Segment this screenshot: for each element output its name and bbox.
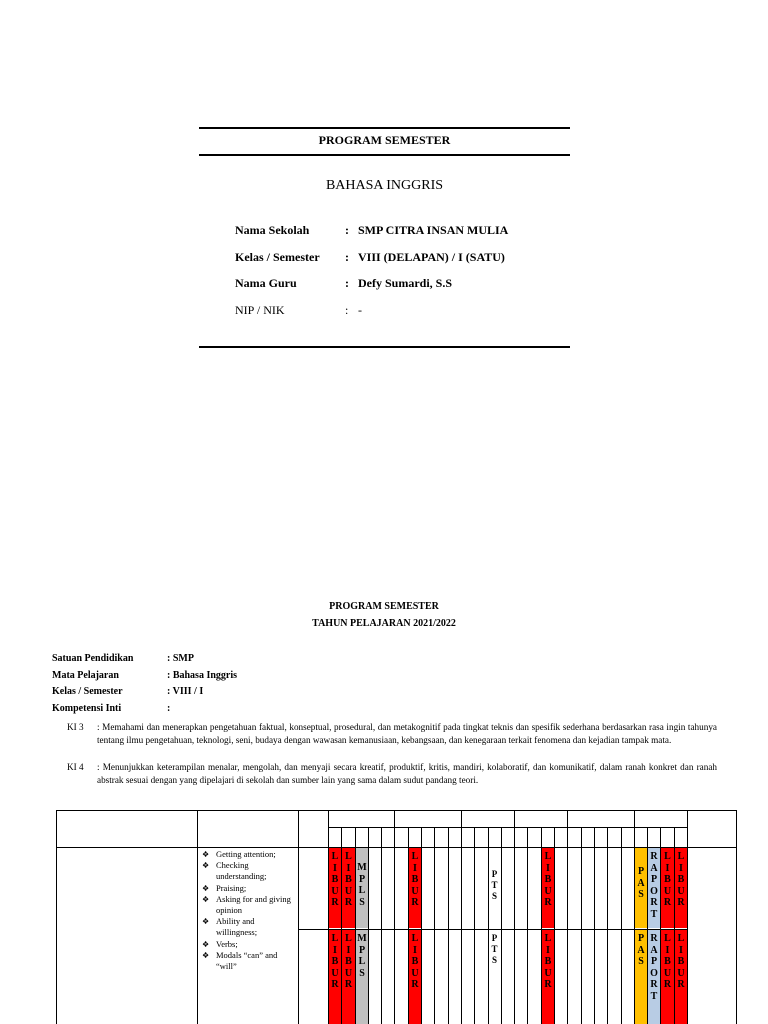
pts-letter: S [491,955,497,965]
info-label: Kelas / Semester [52,686,123,697]
bar-letter: U [544,967,552,979]
bar-letter: L [677,851,685,862]
cover-subject: BAHASA INGGRIS [325,178,444,193]
libur-bar [409,930,421,1024]
bar-letter: R [544,979,552,990]
table-line [736,810,737,1024]
bar-letter: I [413,862,417,874]
bar-letter: B [345,874,352,885]
libur-bar [675,848,687,928]
pts-label [488,933,501,966]
info-value: : Bahasa Inggris [167,670,238,681]
pts-letter: S [491,891,497,901]
table-line [514,827,515,1024]
libur-bar [329,848,341,928]
table-line [527,827,528,1024]
bar-letter: I [665,862,670,874]
bar-letter: U [331,967,339,979]
table-line [501,827,502,1024]
cover-title-rule [199,154,570,156]
bar-letter: L [411,933,419,944]
bar-letter: R [411,897,419,908]
table-line [461,827,462,1024]
bar-letter: P [637,866,645,877]
bar-letter: U [411,885,419,897]
bar-letter: L [544,933,552,944]
info-value: : VIII / I [167,686,204,697]
bar-letter: A [650,944,658,956]
bar-letter: I [413,944,417,956]
bar-letter: O [650,885,658,897]
cover-colon: : [345,303,349,317]
mpls-bar [356,848,368,928]
bar-letter: U [331,885,339,897]
ki4-text: : Menunjukkan keterampilan menalar, mengolah, dan menyaji secara kreatif, produktif, kritis, mandiri, kolaboratif, dan komunikatif, dalam ranah konkret dan ranah abstrak sesuai dengan yang dipelajari di sekolah dan sumber lain yang sama dalam sudut pandang teori. [97,762,717,785]
libur-bar [342,930,355,1024]
pts-label [488,869,501,902]
bar-letter: T [650,908,658,920]
bar-letter: R [650,851,658,862]
bar-letter: I [346,944,351,956]
bar-letter: S [638,956,644,967]
table-line [421,827,422,1024]
program-title: PROGRAM SEMESTER [329,601,439,612]
table-line [448,827,449,1024]
info-label: Kompetensi Inti [52,703,122,714]
cover-colon: : [345,223,349,237]
pts-letter: T [491,944,498,954]
bar-letter: A [637,944,645,956]
libur-bar [675,930,687,1024]
materi-item: ❖ Modals “can” and “will” [202,950,296,972]
bar-letter: U [544,885,552,897]
bar-letter: B [677,956,685,967]
bar-letter: R [663,979,672,990]
bar-letter: U [411,967,419,979]
bar-letter: R [411,979,419,990]
bar-letter: I [546,944,550,956]
bar-letter: T [650,990,658,1002]
pts-letter: P [491,933,498,943]
bar-letter: B [664,874,671,885]
cover-label: Nama Sekolah [235,223,310,237]
bar-letter: I [679,862,683,874]
table-line [197,810,198,1024]
bar-letter: I [333,944,337,956]
bar-letter: S [638,889,644,900]
cover-title: PROGRAM SEMESTER [318,133,451,147]
bar-letter: U [663,967,672,979]
bar-letter: R [650,979,658,990]
bar-letter: A [650,862,658,874]
table-line [434,827,435,1024]
table-line [594,827,595,1024]
bar-letter: S [359,967,365,979]
bar-letter: L [331,851,339,862]
bar-letter: I [679,944,683,956]
bar-letter: U [344,967,353,979]
materi-item: ❖ Verbs; [202,939,296,950]
bar-letter: R [650,897,658,908]
libur-bar [661,848,674,928]
pts-letter: T [491,880,498,890]
libur-bar [542,848,554,928]
info-label: Satuan Pendidikan [52,653,134,664]
bar-letter: B [544,956,552,967]
bar-letter: R [663,897,672,908]
bar-letter: R [650,933,658,944]
bar-letter: L [411,851,419,862]
cover-label: NIP / NIK [235,303,285,317]
bar-letter: R [677,979,685,990]
pas-bar [635,848,647,928]
bar-letter: U [677,885,685,897]
bar-letter: L [677,933,685,944]
materi-item: ❖ Asking for and giving opinion [202,894,296,916]
bar-letter: P [358,944,366,956]
ki3-text: : Memahami dan menerapkan pengetahuan faktual, konseptual, prosedural, dan metakognitif pada tingkat teknis dan spesifik sederhana berdasarkan rasa ingin tahunya tentang ilmu pengetahuan, teknologi, seni, budaya dengan wawasan kemanusiaan, kebangsaan, dan kenegaraan terkait fenomena dan kejadian tampak mata. [97,722,717,745]
ki3-paragraph [67,721,717,746]
cover-value: SMP CITRA INSAN MULIA [358,223,509,237]
raport-bar [648,930,660,1024]
bar-letter: M [357,862,367,873]
bar-letter: B [677,874,685,885]
bar-letter: M [357,933,367,944]
table-line [298,810,299,1024]
bar-letter: R [331,979,339,990]
table-line [474,827,475,1024]
bar-letter: R [544,897,552,908]
libur-bar [329,930,341,1024]
bar-letter: I [665,944,670,956]
libur-bar [542,930,554,1024]
table-line [554,827,555,1024]
bar-letter: P [358,873,366,885]
bar-letter: P [637,933,645,944]
bar-letter: L [358,885,366,896]
bar-letter: P [650,956,658,967]
table-line [56,810,57,1024]
bar-letter: L [664,851,671,862]
bar-letter: B [664,956,671,967]
info-label: Mata Pelajaran [52,670,119,681]
materi-items [202,849,296,972]
bar-letter: P [650,874,658,885]
table-line [621,827,622,1024]
table-line [607,827,608,1024]
bar-letter: I [546,862,550,874]
bar-letter: R [677,897,685,908]
bar-letter: U [663,885,672,897]
materi-list [202,849,296,972]
bar-letter: L [544,851,552,862]
cover-label: Kelas / Semester [235,250,320,264]
bar-letter: L [358,956,366,967]
mpls-bar [356,930,368,1024]
bar-letter: U [677,967,685,979]
bar-letter: B [544,874,552,885]
bar-letter: B [331,956,339,967]
cover-colon: : [345,250,349,264]
materi-item: ❖ Praising; [202,883,296,894]
cover-value: - [358,303,362,317]
libur-bar [409,848,421,928]
cover-value: VIII (DELAPAN) / I (SATU) [358,250,505,264]
bar-letter: L [345,851,352,862]
cover-colon: : [345,276,349,290]
table-line [488,827,489,1024]
bar-letter: I [333,862,337,874]
pas-bar [635,930,647,1024]
libur-bar [342,848,355,928]
bar-letter: R [344,979,353,990]
ki4-code: KI 4 [67,762,84,772]
bar-letter: A [637,877,645,889]
bar-letter: B [331,874,339,885]
info-value: : [167,703,171,714]
cover-value: Defy Sumardi, S.S [358,276,453,290]
materi-item: ❖ Getting attention; [202,849,296,860]
materi-item: ❖ Checking understanding; [202,860,296,882]
raport-bar [648,848,660,928]
ki4-paragraph [67,761,717,786]
bar-letter: B [411,956,419,967]
cover-top-rule [199,127,570,129]
cover-label: Nama Guru [235,276,297,290]
bar-letter: R [331,897,339,908]
table-line [567,827,568,1024]
bar-letter: B [411,874,419,885]
pts-letter: P [491,869,498,879]
bar-letter: R [344,897,353,908]
bar-letter: L [345,933,352,944]
bar-letter: U [344,885,353,897]
academic-year: TAHUN PELAJARAN 2021/2022 [312,618,456,629]
info-value: : SMP [167,653,194,664]
table-line [368,827,369,1024]
bar-letter: B [345,956,352,967]
bar-letter: S [359,896,365,908]
bar-letter: O [650,967,658,979]
libur-bar [661,930,674,1024]
cover-bottom-rule [199,346,570,348]
table-line [687,810,688,1024]
bar-letter: I [346,862,351,874]
bar-letter: L [331,933,339,944]
table-line [381,827,382,1024]
ki3-code: KI 3 [67,722,84,732]
table-line [394,827,395,1024]
table-line [581,827,582,1024]
materi-item: ❖ Ability and willingness; [202,916,296,938]
bar-letter: L [664,933,671,944]
